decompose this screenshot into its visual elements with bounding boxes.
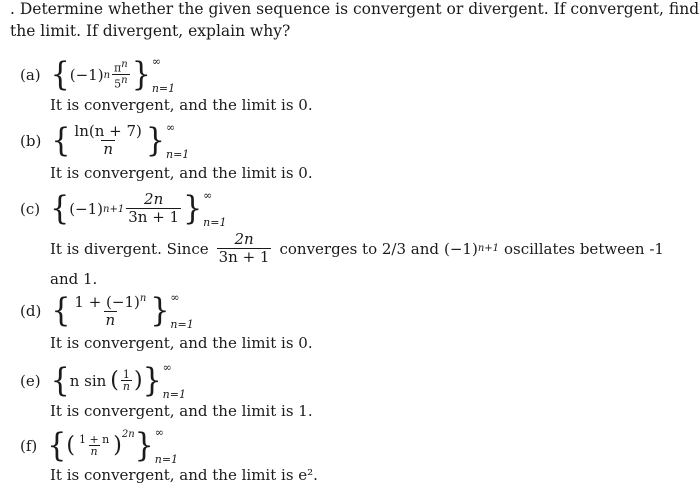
function-expression: n sin	[69, 372, 107, 390]
answer-denominator: 3n + 1	[218, 247, 270, 266]
index-limits	[163, 362, 186, 400]
answer-text-end: oscillates between -1	[504, 239, 664, 258]
answer-text-middle: converges to 2/3 and	[279, 239, 439, 258]
part-f-expression	[20, 427, 178, 465]
denominator: n	[90, 445, 98, 459]
numerator: 1 + (−1)	[74, 292, 140, 311]
part-e-expression	[20, 362, 186, 400]
answer-text-start: It is divergent. Since	[50, 239, 209, 258]
power: 2n	[121, 429, 135, 440]
index-limits	[152, 56, 175, 94]
problem-line-1: . Determine whether the given sequence is convergent or divergent. If convergent, find	[10, 0, 700, 18]
index-limits	[203, 190, 226, 228]
part-c-answer	[50, 232, 664, 265]
problem-statement	[10, 0, 699, 42]
open-brace: {	[51, 121, 71, 160]
open-brace: {	[50, 361, 70, 400]
fraction	[112, 60, 130, 91]
part-b-answer: It is convergent, and the limit is 0.	[50, 164, 313, 182]
open-paren: (	[66, 433, 75, 458]
part-d-answer: It is convergent, and the limit is 0.	[50, 334, 313, 352]
numerator: 1	[122, 367, 130, 381]
numerator-power: n	[121, 58, 128, 70]
part-b-expression	[20, 122, 189, 160]
upper-limit: ∞	[170, 291, 180, 304]
open-brace: {	[47, 426, 67, 465]
part-e-answer: It is convergent, and the limit is 1.	[50, 402, 313, 420]
neg-one-power: n	[103, 69, 111, 81]
part-f-answer: It is convergent, and the limit is e².	[50, 466, 318, 484]
open-brace: {	[50, 189, 70, 228]
fraction	[72, 124, 143, 157]
part-a-label: (a)	[20, 66, 41, 84]
fraction	[72, 294, 148, 328]
answer-neg-one: (−1)	[443, 239, 478, 258]
fraction	[121, 369, 132, 394]
part-d-expression	[20, 292, 194, 330]
close-brace: }	[142, 361, 162, 400]
denominator: n	[103, 140, 113, 159]
index-limits	[155, 427, 178, 465]
numerator-power: n	[139, 292, 147, 304]
denominator: 5	[114, 77, 122, 91]
part-e-label: (e)	[20, 372, 41, 390]
upper-limit: ∞	[151, 55, 161, 68]
lower-limit: n=1	[154, 453, 179, 466]
neg-one: (−1)	[69, 200, 104, 218]
part-a-expression	[20, 56, 175, 94]
denominator: 3n + 1	[128, 208, 180, 227]
part-f-label: (f)	[20, 437, 38, 455]
upper-limit: ∞	[162, 361, 172, 374]
answer-neg-one-power: n+1	[477, 243, 499, 255]
index-limits	[170, 292, 193, 330]
part-a-answer: It is convergent, and the limit is 0.	[50, 96, 313, 114]
answer-numerator: 2n	[234, 230, 254, 248]
numerator: π	[114, 61, 122, 75]
numerator: 2n	[144, 190, 164, 209]
upper-limit: ∞	[154, 426, 164, 439]
close-brace: }	[145, 121, 165, 160]
close-brace: }	[183, 189, 203, 228]
lower-limit: n=1	[203, 216, 227, 229]
neg-one-power: n+1	[103, 203, 125, 215]
denominator: n	[122, 380, 130, 394]
part-c-answer-line-2: and 1.	[50, 270, 98, 288]
open-brace: {	[50, 55, 70, 94]
upper-limit: ∞	[203, 189, 213, 202]
open-paren: (	[110, 368, 119, 393]
answer-fraction	[217, 232, 272, 265]
numerator: ln(n + 7)	[74, 122, 142, 141]
denominator-power: n	[121, 74, 128, 86]
lower-limit: n=1	[162, 388, 186, 401]
close-paren: )	[133, 368, 143, 393]
part-c-label: (c)	[20, 200, 41, 218]
upper-limit: ∞	[165, 121, 176, 134]
numerator: 1 + n	[78, 432, 110, 446]
lower-limit: n=1	[151, 82, 176, 95]
lower-limit: n=1	[165, 148, 190, 161]
part-c-expression	[20, 190, 226, 228]
part-d-label: (d)	[20, 302, 42, 320]
fraction	[77, 434, 111, 459]
close-paren: )	[113, 433, 122, 458]
index-limits	[166, 122, 189, 160]
close-brace: }	[134, 426, 154, 465]
problem-line-2: the limit. If divergent, explain why?	[10, 22, 291, 40]
denominator: n	[105, 310, 116, 329]
close-brace: }	[150, 291, 170, 330]
close-brace: }	[131, 55, 151, 94]
fraction	[126, 192, 181, 225]
lower-limit: n=1	[170, 318, 194, 331]
open-brace: {	[51, 291, 71, 330]
neg-one: (−1)	[69, 66, 104, 84]
part-b-label: (b)	[20, 132, 42, 150]
